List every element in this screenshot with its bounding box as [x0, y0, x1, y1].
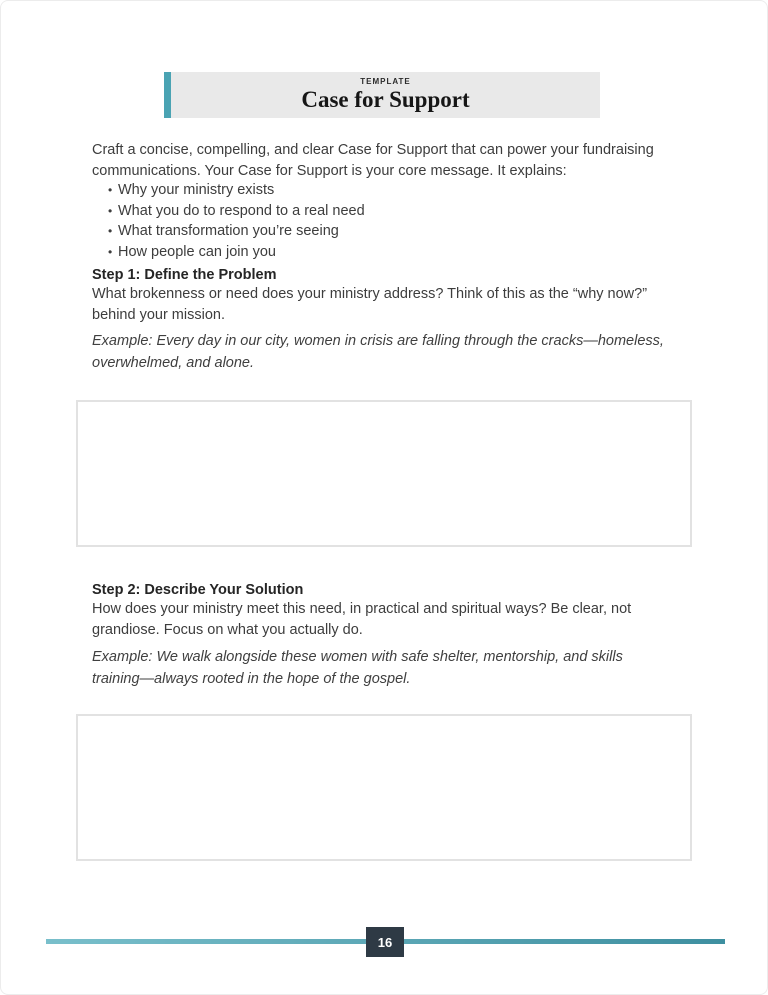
step-2-description: How does your ministry meet this need, in practical and spiritual ways? Be clear, not grandiose. Focus on what you actually do. [92, 601, 632, 638]
intro-paragraph: Craft a concise, compelling, and clear Case for Support that can power your fundraising communications. Your Case for Support is your core message. It explains: [92, 142, 654, 179]
list-item [108, 242, 668, 263]
list-item [108, 201, 668, 222]
header-banner [164, 72, 600, 118]
template-eyebrow-label: TEMPLATE [360, 77, 411, 86]
bullet-text: What you do to respond to a real need [118, 202, 365, 219]
list-item [108, 221, 668, 242]
step-1-heading: Step 1: Define the Problem [92, 267, 277, 283]
bullet-icon: • [108, 183, 113, 197]
bullet-icon: • [108, 244, 113, 259]
page-title: Case for Support [301, 87, 470, 112]
step-2-example: Example: We walk alongside these women with safe shelter, mentorship, and skills training—always rooted in the hope of the gospel. [92, 649, 623, 687]
step-1-description: What brokenness or need does your ministry address? Think of this as the “why now?” behind your mission. [92, 286, 648, 323]
intro-bullet-list [108, 180, 668, 262]
bullet-icon: • [108, 203, 113, 218]
bullet-icon: • [108, 224, 113, 238]
page-number-badge: 16 [366, 927, 404, 957]
step-2-heading: Step 2: Describe Your Solution [92, 582, 304, 598]
list-item [108, 180, 668, 201]
step-2-answer-box[interactable] [76, 714, 692, 861]
step-1-example: Example: Every day in our city, women in crisis are falling through the cracks—homeless, overwhelmed, and alone. [92, 333, 664, 371]
step-1-answer-box[interactable] [76, 400, 692, 547]
bullet-text: How people can join you [118, 243, 276, 260]
bullet-text: Why your ministry exists [118, 182, 275, 198]
bullet-text: What transformation you’re seeing [118, 223, 339, 239]
